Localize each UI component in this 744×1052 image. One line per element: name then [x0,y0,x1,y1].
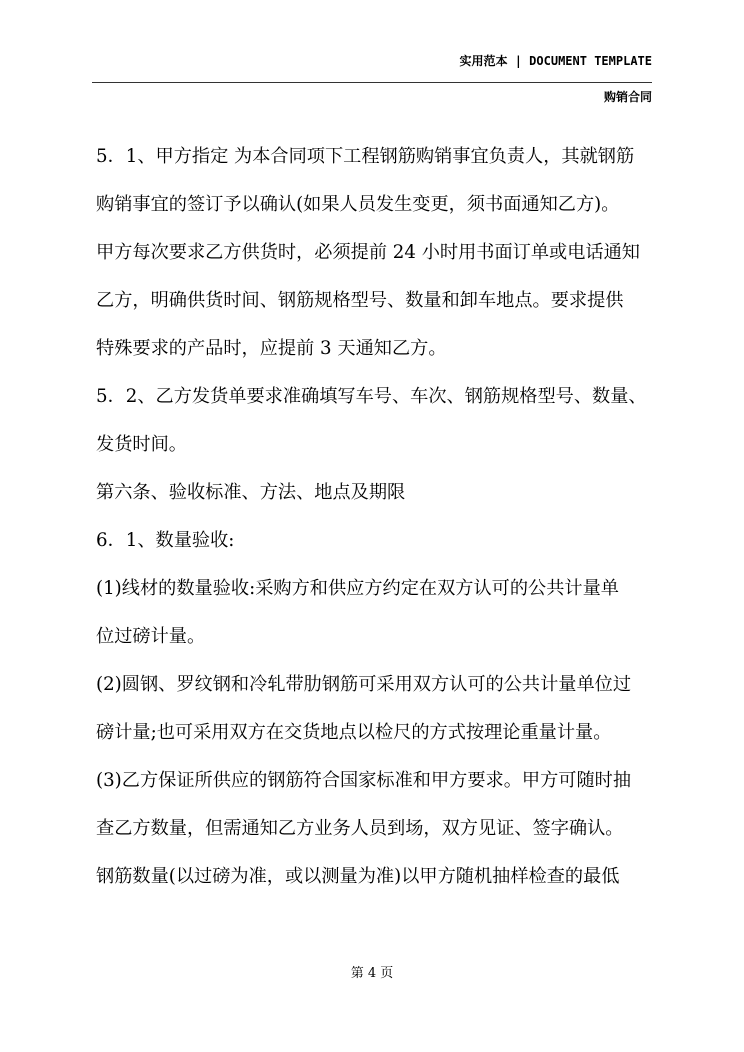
document-body [96,138,656,906]
text-line: (3)乙方保证所供应的钢筋符合国家标准和甲方要求。甲方可随时抽 [96,770,632,791]
text-line: 特殊要求的产品时，应提前 3 天通知乙方。 [96,338,447,359]
text-line: 查乙方数量，但需通知乙方业务人员到场，双方见证、签字确认。 [96,818,624,839]
text-line: 甲方每次要求乙方供货时，必须提前 24 小时用书面订单或电话通知 [96,242,640,263]
text-line: (2)圆钢、罗纹钢和冷轧带肋钢筋可采用双方认可的公共计量单位过 [96,674,632,695]
section-heading: 第六条、验收标准、方法、地点及期限 [96,482,406,503]
text-line: 发货时间。 [96,434,187,455]
text-line: 5．2、乙方发货单要求准确填写车号、车次、钢筋规格型号、数量、 [96,386,647,407]
document-subtitle: 购销合同 [603,90,652,104]
header-title: 实用范本 | DOCUMENT TEMPLATE [459,54,652,68]
text-line: 钢筋数量(以过磅为准，或以测量为准)以甲方随机抽样检查的最低 [96,866,620,887]
page-number: 第 4 页 [350,966,394,981]
text-line: (1)线材的数量验收:采购方和供应方约定在双方认可的公共计量单 [96,578,619,599]
text-line: 乙方，明确供货时间、钢筋规格型号、数量和卸车地点。要求提供 [96,290,624,311]
text-line: 5．1、甲方指定 为本合同项下工程钢筋购销事宜负责人，其就钢筋 [96,146,635,167]
text-line: 购销事宜的签订予以确认(如果人员发生变更，须书面通知乙方)。 [96,194,620,215]
header-divider [92,82,652,83]
text-line: 位过磅计量。 [96,626,206,647]
text-line: 磅计量;也可采用双方在交货地点以检尺的方式按理论重量计量。 [96,722,612,743]
text-line: 6．1、数量验收: [96,530,235,551]
